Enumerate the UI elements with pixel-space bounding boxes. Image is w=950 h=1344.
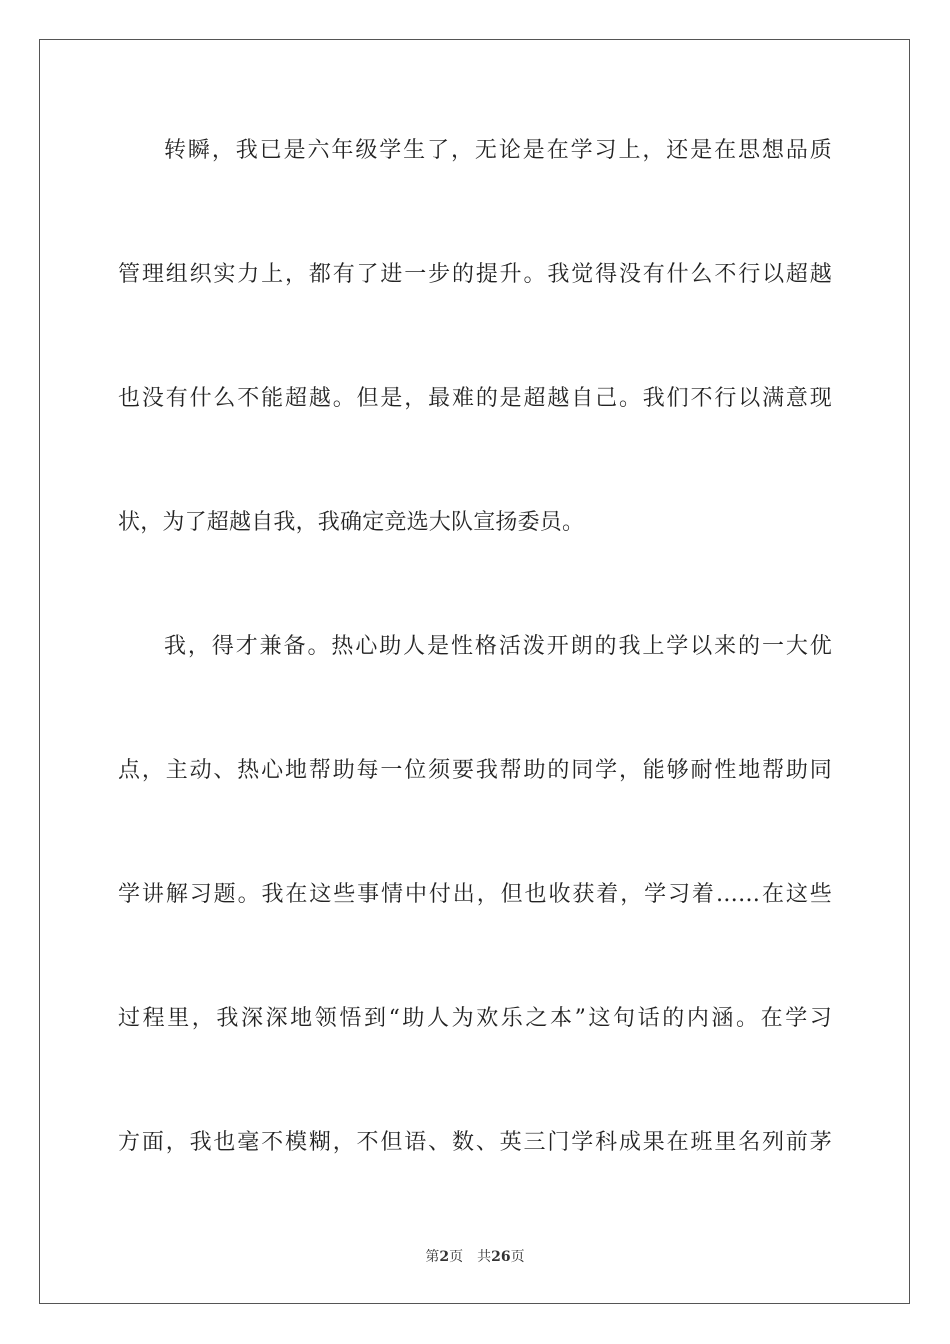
paragraph-1-line-1: 转瞬，我已是六年级学生了，无论是在学习上，还是在思想品质 <box>164 138 832 163</box>
paragraph-1-line-2: 管理组织实力上，都有了进一步的提升。我觉得没有什么不行以超越 <box>118 262 832 287</box>
paragraph-2-line-1: 我，得才兼备。热心助人是性格活泼开朗的我上学以来的一大优 <box>164 634 832 659</box>
paragraph-2-line-3: 学讲解习题。我在这些事情中付出，但也收获着，学习着……在这些 <box>118 882 832 907</box>
page-footer <box>0 1248 950 1266</box>
paragraph-2-line-4: 过程里，我深深地领悟到“助人为欢乐之本”这句话的内涵。在学习 <box>118 1006 832 1031</box>
total-suffix: 页 <box>510 1249 525 1265</box>
page-number: 2 <box>439 1249 450 1265</box>
page-prefix: 第 <box>425 1249 440 1265</box>
paragraph-1-line-4: 状，为了超越自我，我确定竞选大队宣扬委员。 <box>118 510 585 535</box>
page-suffix: 页 <box>449 1249 464 1265</box>
total-prefix: 共 <box>477 1249 492 1265</box>
paragraph-2-line-5: 方面，我也毫不模糊，不但语、数、英三门学科成果在班里名列前茅 <box>118 1130 832 1155</box>
total-pages: 26 <box>491 1249 511 1265</box>
paragraph-2-line-2: 点，主动、热心地帮助每一位须要我帮助的同学，能够耐性地帮助同 <box>118 758 832 783</box>
paragraph-1-line-3: 也没有什么不能超越。但是，最难的是超越自己。我们不行以满意现 <box>118 386 832 411</box>
page-border <box>39 39 910 1304</box>
